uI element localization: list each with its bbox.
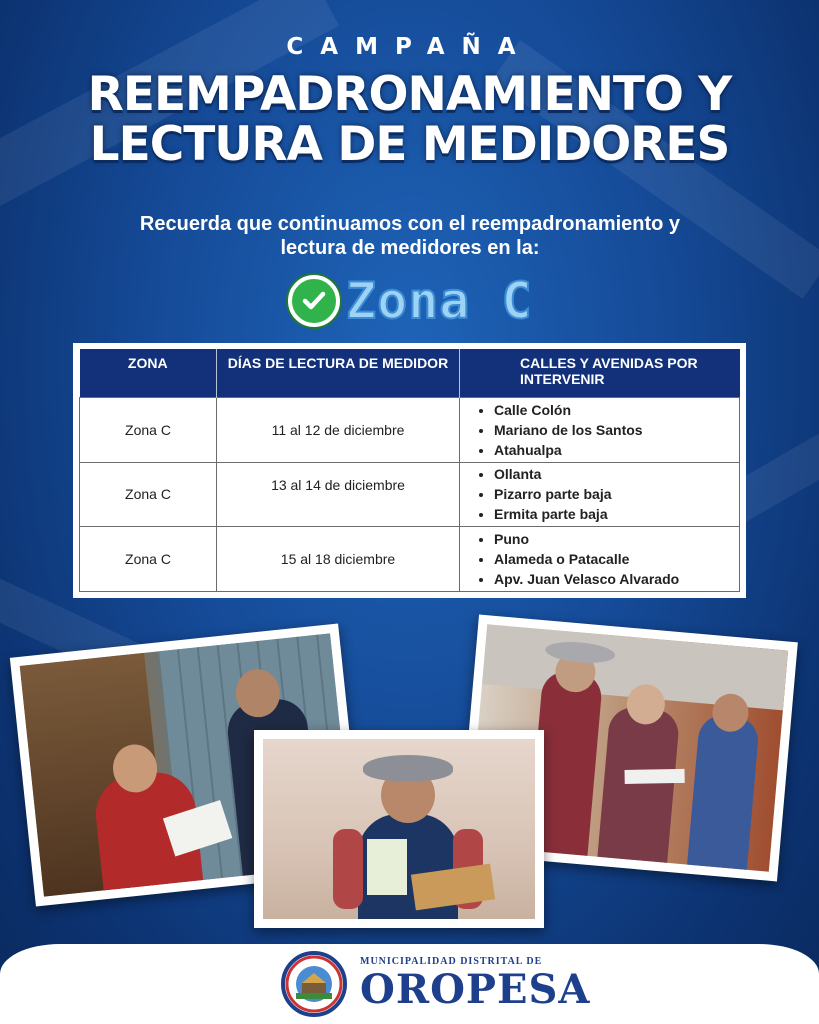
list-item: • Atahualpa — [494, 440, 738, 460]
header-dias: DÍAS DE LECTURA DE MEDIDOR — [217, 349, 460, 398]
list-item: • Ollanta — [494, 464, 738, 484]
list-item: • Apv. Juan Velasco Alvarado — [494, 569, 738, 589]
zone-badge — [288, 270, 533, 332]
photo-center — [254, 730, 544, 928]
cell-calles — [460, 462, 740, 527]
list-item: • Pizarro parte baja — [494, 484, 738, 504]
list-item: • Calle Colón — [494, 400, 738, 420]
cell-zona: Zona C — [80, 398, 217, 463]
table-row — [80, 398, 740, 463]
campaign-kicker: CAMPAÑA — [286, 34, 533, 60]
list-item: • Puno — [494, 529, 738, 549]
check-circle-icon — [288, 275, 340, 327]
title-line-1: REEMPADRONAMIENTO Y — [87, 67, 732, 122]
org-name-big: OROPESA — [360, 966, 591, 1013]
cell-calles — [460, 527, 740, 592]
intro-text — [60, 212, 760, 260]
header-zona: ZONA — [80, 349, 217, 398]
cell-calles — [460, 398, 740, 463]
schedule-table — [73, 343, 746, 598]
table-row — [80, 527, 740, 592]
table-row — [80, 462, 740, 527]
intro-line1: que continuamos con el reempadronamiento y — [231, 213, 681, 235]
header-calles: CALLES Y AVENIDAS POR INTERVENIR — [460, 349, 740, 398]
zone-label: Zona C — [346, 272, 533, 330]
cell-zona: Zona C — [80, 527, 217, 592]
title-line-2: LECTURA DE MEDIDORES — [89, 117, 730, 172]
list-item: • Alameda o Patacalle — [494, 549, 738, 569]
list-item: • Mariano de los Santos — [494, 420, 738, 440]
list-item: • Ermita parte baja — [494, 504, 738, 524]
intro-line2: lectura de medidores en la: — [280, 237, 540, 259]
intro-lead: Recuerda — [139, 213, 232, 235]
org-name-small: MUNICIPALIDAD DISTRITAL DE — [360, 956, 543, 967]
cell-zona: Zona C — [80, 462, 217, 527]
cell-dias: 11 al 12 de diciembre — [217, 398, 460, 463]
cell-dias: 15 al 18 diciembre — [217, 527, 460, 592]
campaign-title — [0, 67, 819, 172]
cell-dias: 13 al 14 de diciembre — [217, 462, 460, 527]
municipal-seal-logo — [281, 951, 347, 1017]
